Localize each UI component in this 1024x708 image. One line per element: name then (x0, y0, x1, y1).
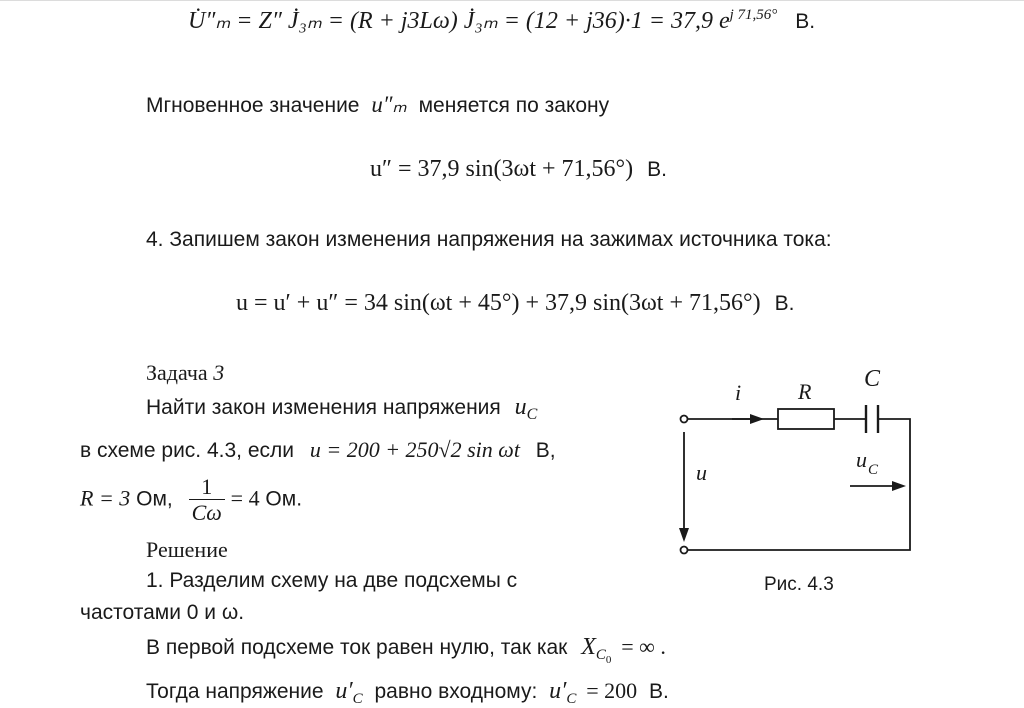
label-u: u (696, 460, 707, 485)
figure-caption: Рис. 4.3 (764, 574, 834, 595)
then-voltage-text: Тогда напряжение (146, 680, 324, 703)
terminal-top (681, 416, 688, 423)
then-voltage-line (146, 678, 669, 708)
equation-complex-voltage-unit: В. (795, 10, 816, 33)
arrow-u-head (679, 528, 689, 542)
first-subcircuit-text: В первой подсхеме ток равен нулю, так как (146, 636, 568, 659)
task-3-title (146, 360, 224, 386)
task-3-line-1-text: Найти закон изменения напряжения (146, 396, 501, 419)
then-voltage-value: = 200 (586, 678, 638, 703)
then-voltage-text-2: равно входному: (374, 680, 538, 703)
xc-sub-subscript: 0 (605, 654, 612, 667)
task-3-fraction-value: = 4 (230, 485, 260, 511)
step-4-text: 4. Запишем закон изменения напряжения на зажимах источника тока: (146, 228, 832, 251)
task-3-line-1-subscript: C (526, 406, 538, 424)
instant-value-text: Мгновенное значение (146, 94, 360, 117)
task-3-line-2 (80, 437, 556, 463)
task-3-title-word: Задача (146, 360, 208, 385)
task-3-line-1 (146, 394, 537, 424)
equation-u-total (236, 290, 794, 317)
circuit-diagram (660, 362, 940, 572)
xc-infinity: = ∞ . (621, 634, 666, 659)
instant-value-variable: u″ₘ (371, 92, 407, 117)
equation-complex-voltage (188, 6, 815, 35)
solution-title: Решение (146, 537, 228, 562)
solution-step-1-line-1: 1. Разделим схему на две подсхемы с (146, 569, 518, 592)
task-3-fraction-numerator: 1 (189, 474, 225, 500)
then-voltage-unit: В. (649, 680, 669, 703)
solution-step-1-line-2: частотами 0 и ω. (80, 601, 245, 624)
task-3-ohm-1: Ом, (136, 487, 173, 511)
arrow-i-head (750, 414, 764, 424)
equation-complex-voltage-main: U̇″ₘ = Z″ J̇₃ₘ = (R + j3Lω) J̇₃ₘ = (12 + j36)·1 = 37,9 e (188, 8, 730, 34)
arrow-uc-head (892, 481, 906, 491)
equation-u-double-prime-unit: В. (647, 158, 667, 181)
task-3-line-3 (80, 474, 302, 526)
xc-subscript: C (595, 647, 606, 664)
task-3-line-2-equation: u = 200 + 250√2 sin ωt (309, 437, 520, 462)
terminal-bottom (681, 547, 688, 554)
label-uc: u (856, 447, 867, 472)
equation-complex-voltage-exponent: j 71,56° (729, 7, 778, 23)
resistor (778, 409, 834, 429)
equation-u-total-unit: В. (774, 292, 795, 315)
xc-variable: X (581, 634, 596, 660)
top-border (0, 0, 1024, 1)
wire-right-bottom (687, 419, 910, 550)
then-voltage-subscript: C (352, 691, 363, 708)
label-R: R (798, 379, 812, 404)
label-C: C (864, 366, 881, 392)
task-3-fraction-denominator: Cω (191, 500, 222, 526)
paragraph-instant-value (146, 92, 609, 118)
first-subcircuit-line (146, 634, 666, 666)
then-voltage-variable-2: u′ (549, 678, 567, 704)
task-3-number: 3 (213, 360, 225, 385)
equation-u-double-prime-expr: u″ = 37,9 sin(3ωt + 71,56°) (370, 156, 634, 182)
then-voltage-subscript-2: C (566, 691, 577, 708)
label-uc-subscript: C (868, 462, 879, 478)
task-3-fraction (189, 474, 225, 526)
label-i: i (735, 380, 742, 405)
instant-value-text-2: меняется по закону (418, 94, 610, 117)
then-voltage-variable: u′ (335, 678, 353, 704)
task-3-resistance: R = 3 (80, 485, 131, 511)
task-3-line-2-prefix: в схеме рис. 4.3, если (80, 439, 294, 462)
task-3-line-1-variable: u (514, 394, 527, 420)
task-3-line-2-unit: В, (535, 439, 556, 462)
equation-u-total-expr: u = u′ + u″ = 34 sin(ωt + 45°) + 37,9 sin(3ωt + 71,56°) (236, 290, 761, 316)
equation-u-double-prime (370, 156, 667, 183)
task-3-ohm-2: Ом. (265, 487, 303, 511)
